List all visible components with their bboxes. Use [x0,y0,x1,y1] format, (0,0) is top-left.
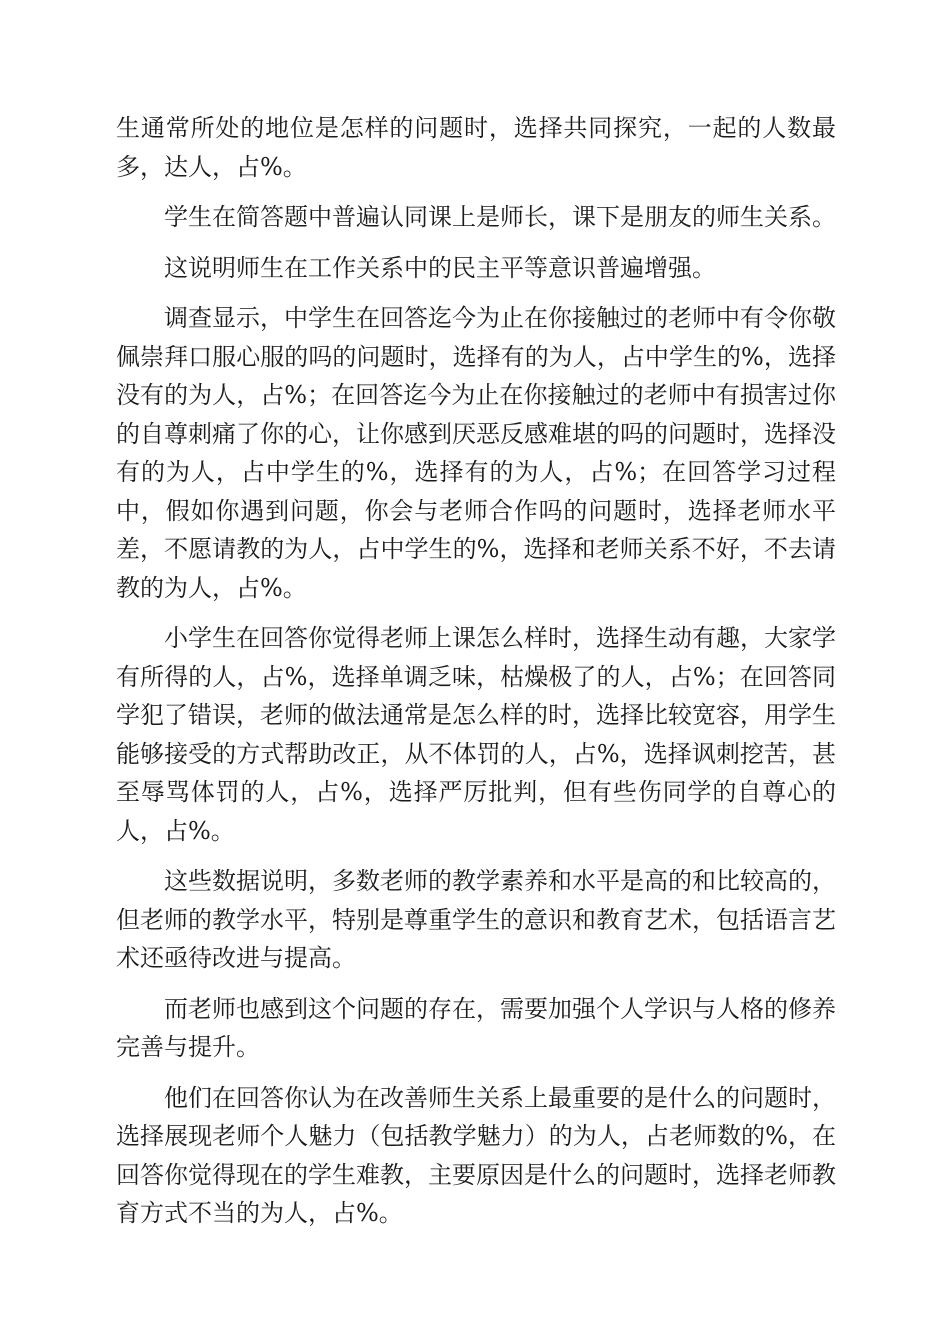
paragraph-teacher-survey: 他们在回答你认为在改善师生关系上最重要的是什么的问题时，选择展现老师个人魅力（包括教学魅力）的为人，占老师数的%，在回答你觉得现在的学生难教，主要原因是什么的问题时，选择老师教育方式不当的为人，占%。 [116,1083,836,1227]
paragraph-democracy-awareness: 这说明师生在工作关系中的民主平等意识普遍增强。 [164,253,716,282]
paragraph-continuation: 生通常所处的地位是怎样的问题时，选择共同探究，一起的人数最多，达人，占%。 [116,114,836,181]
document-body [116,109,836,1245]
paragraph-primary-school-survey: 小学生在回答你觉得老师上课怎么样时，选择生动有趣，大家学有所得的人，占%，选择单调乏味，枯燥极了的人，占%；在回答同学犯了错误，老师的做法通常是怎么样的时，选择比较宽容，用学生能够接受的方式帮助改正，从不体罚的人，占%，选择讽刺挖苦，甚至辱骂体罚的人，占%，选择严厉批判，但有些伤同学的自尊心的人，占%。 [116,624,836,845]
paragraph-teacher-awareness: 而老师也感到这个问题的存在，需要加强个人学识与人格的修养完善与提升。 [116,994,836,1061]
paragraph-middle-school-survey: 调查显示，中学生在回答迄今为止在你接触过的老师中有令你敬佩崇拜口服心服的吗的问题时，选择有的为人，占中学生的%，选择没有的为人，占%；在回答迄今为止在你接触过的老师中有损害过你的自尊刺痛了你的心，让你感到厌恶反感难堪的吗的问题时，选择没有的为人，占中学生的%，选择有的为人，占%；在回答学习过程中，假如你遇到问题，你会与老师合作吗的问题时，选择老师水平差，不愿请教的为人，占中学生的%，选择和老师关系不好，不去请教的为人，占%。 [116,304,836,602]
paragraph-student-relationship: 学生在简答题中普遍认同课上是师长，课下是朋友的师生关系。 [164,203,836,231]
paragraph-data-analysis: 这些数据说明，多数老师的教学素养和水平是高的和比较高的，但老师的教学水平，特别是尊重学生的意识和教育艺术，包括语言艺术还亟待改进与提高。 [116,867,836,972]
